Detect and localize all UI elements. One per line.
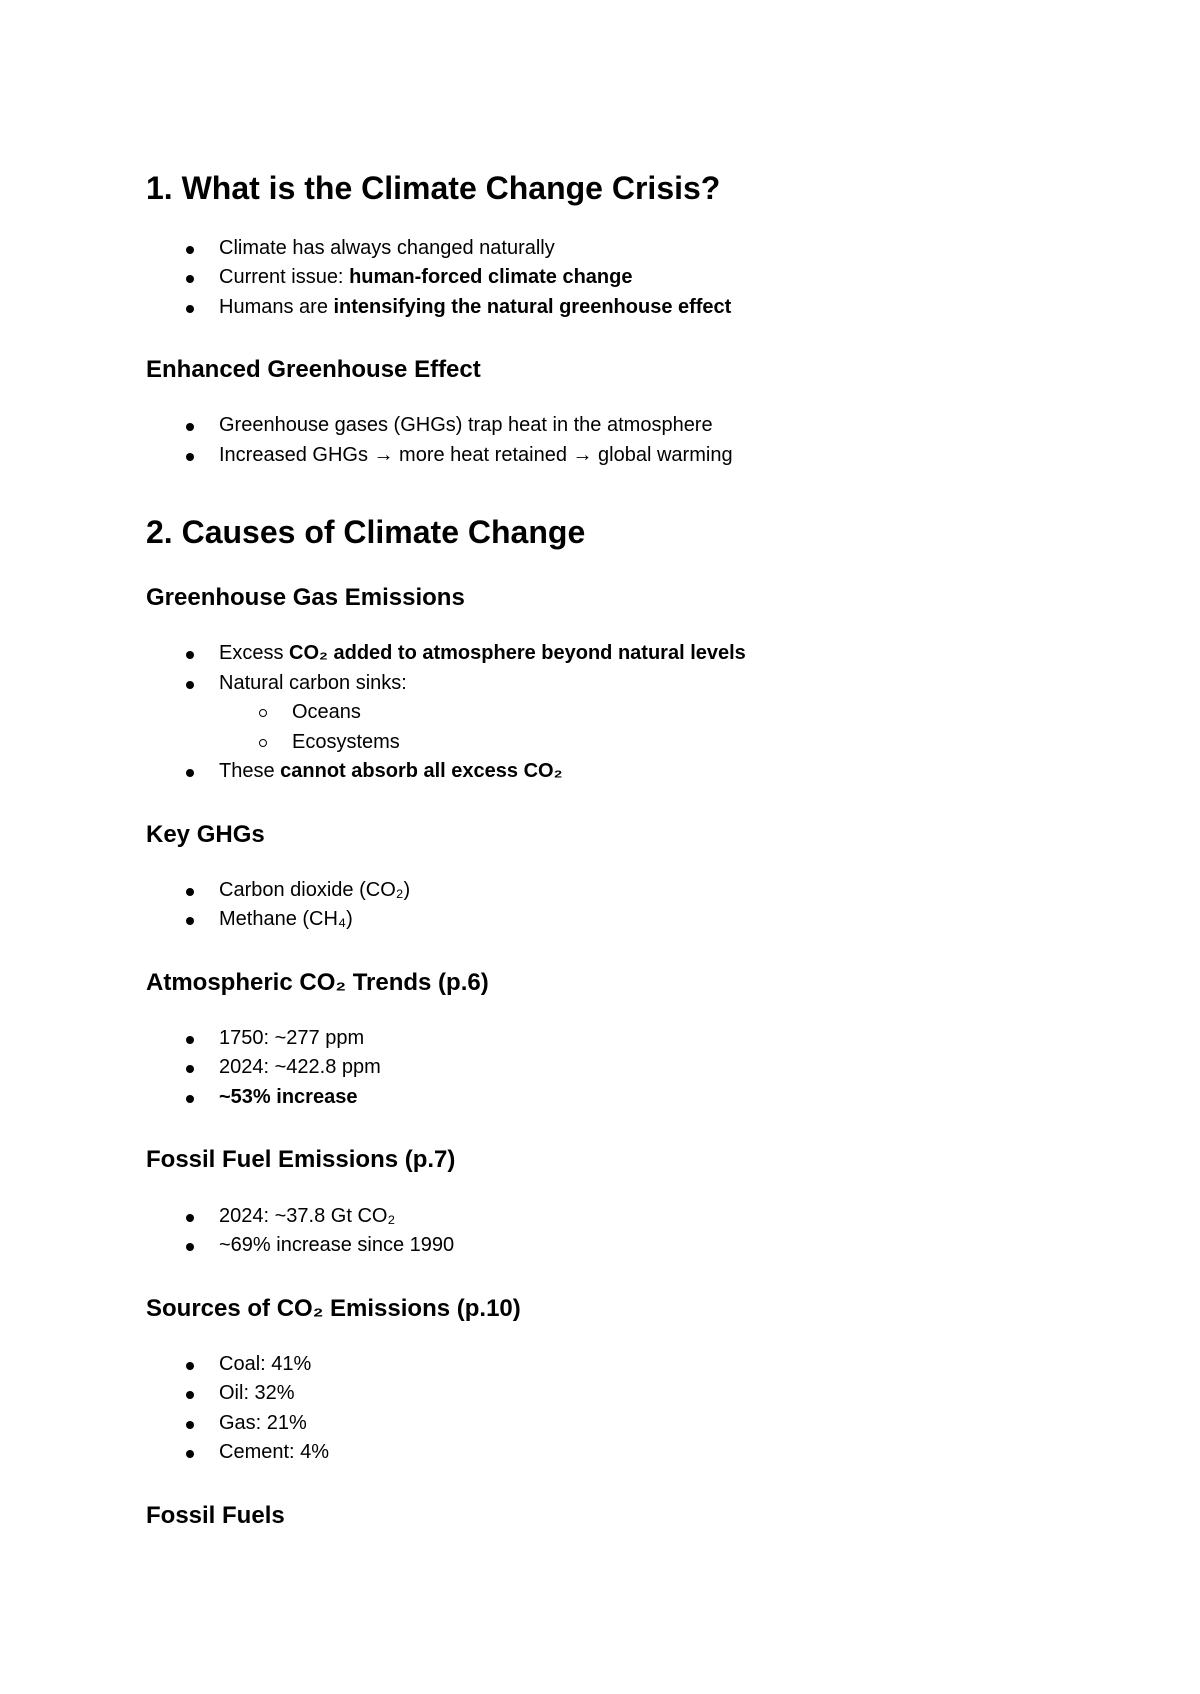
document-content <box>146 168 1106 1531</box>
ghg-emissions-heading: Greenhouse Gas Emissions <box>146 583 465 611</box>
list-item: Gas: 21% <box>146 1409 1106 1439</box>
list-item: Coal: 41% <box>146 1350 1106 1380</box>
list-item: ~53% increase <box>146 1083 1106 1113</box>
co2-sources-list <box>146 1350 1106 1468</box>
key-ghgs-heading: Key GHGs <box>146 820 265 848</box>
fossil-emissions-list <box>146 1202 1106 1261</box>
co2-trends-list <box>146 1024 1106 1113</box>
list-item: Increased GHGs → more heat retained → global warming <box>146 441 1106 471</box>
list-item: 2024: ~422.8 ppm <box>146 1053 1106 1083</box>
fossil-emissions-heading: Fossil Fuel Emissions (p.7) <box>146 1146 456 1174</box>
co2-sources-heading: Sources of CO₂ Emissions (p.10) <box>146 1294 521 1322</box>
list-item: Natural carbon sinks: <box>146 669 1106 699</box>
list-item: Climate has always changed naturally <box>146 234 1106 264</box>
enhanced-greenhouse-heading: Enhanced Greenhouse Effect <box>146 356 481 384</box>
ghg-emissions-list <box>146 639 1106 787</box>
section-2-heading: 2. Causes of Climate Change <box>146 514 586 551</box>
co2-trends-heading: Atmospheric CO₂ Trends (p.6) <box>146 968 489 996</box>
list-item: Carbon dioxide (CO₂) <box>146 876 1106 906</box>
list-item: ~69% increase since 1990 <box>146 1231 1106 1261</box>
key-ghgs-list <box>146 876 1106 935</box>
fossil-fuels-heading: Fossil Fuels <box>146 1501 285 1529</box>
sub-list-item: Oceans <box>146 698 1106 728</box>
list-item: Oil: 32% <box>146 1379 1106 1409</box>
enhanced-greenhouse-list <box>146 411 1106 470</box>
list-item: 2024: ~37.8 Gt CO₂ <box>146 1202 1106 1232</box>
sub-list-item: Ecosystems <box>146 728 1106 758</box>
list-item: Cement: 4% <box>146 1438 1106 1468</box>
section-1-heading: 1. What is the Climate Change Crisis? <box>146 170 721 206</box>
list-item: 1750: ~277 ppm <box>146 1024 1106 1054</box>
list-item: Current issue: human-forced climate change <box>146 263 1106 293</box>
list-item: Excess CO₂ added to atmosphere beyond natural levels <box>146 639 1106 669</box>
list-item: Greenhouse gases (GHGs) trap heat in the atmosphere <box>146 411 1106 441</box>
list-item: These cannot absorb all excess CO₂ <box>146 757 1106 787</box>
list-item: Humans are intensifying the natural greenhouse effect <box>146 293 1106 323</box>
list-item: Methane (CH₄) <box>146 905 1106 935</box>
section-1-list <box>146 234 1106 323</box>
